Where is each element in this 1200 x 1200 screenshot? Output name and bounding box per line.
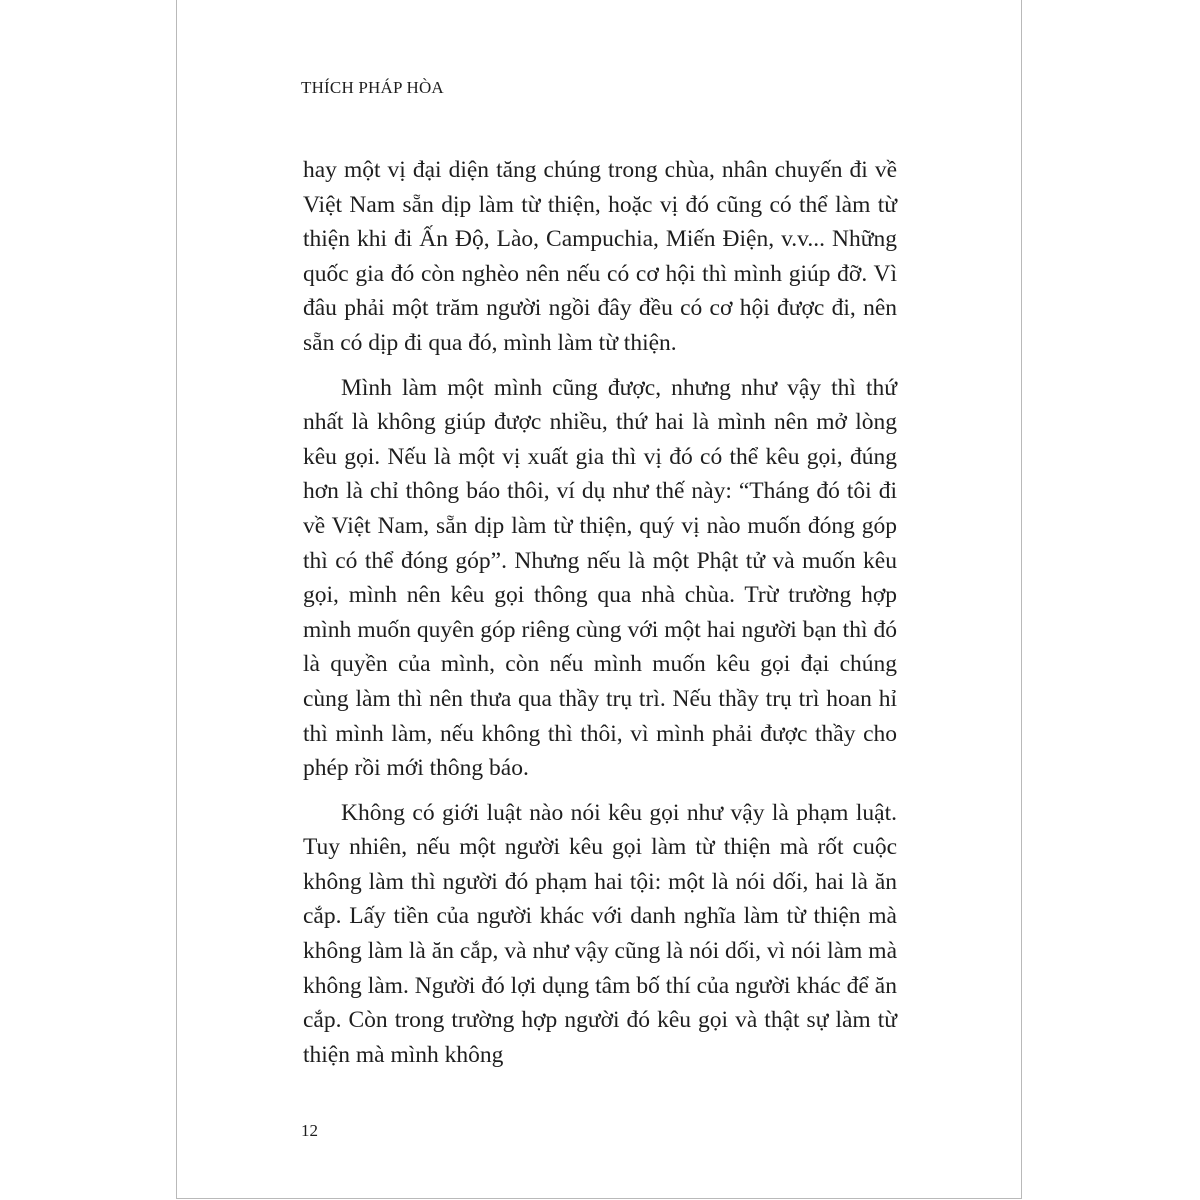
page-body-text [303, 153, 897, 1082]
paragraph-precepts: Không có giới luật nào nói kêu gọi như vậy là phạm luật. Tuy nhiên, nếu một người kêu gọi làm từ thiện mà rốt cuộc không làm thì người đó phạm hai tội: một là nói dối, hai là ăn cắp. Lấy tiền của người khác với danh nghĩa làm từ thiện mà không làm là ăn cắp, và như vậy cũng là nói dối, vì nói làm mà không làm. Người đó lợi dụng tâm bố thí của người khác để ăn cắp. Còn trong trường hợp người đó kêu gọi và thật sự làm từ thiện mà mình không [303, 799, 897, 1068]
paragraph-continued: hay một vị đại diện tăng chúng trong chùa, nhân chuyến đi về Việt Nam sẵn dịp làm từ thiện, hoặc vị đó cũng có thể làm từ thiện khi đi Ấn Độ, Lào, Campuchia, Miến Điện, v.v... Những quốc gia đó còn nghèo nên nếu có cơ hội thì mình giúp đỡ. Vì đâu phải một trăm người ngồi đây đều có cơ hội được đi, nên sẵn có dịp đi qua đó, mình làm từ thiện. [303, 157, 897, 356]
running-head-author: THÍCH PHÁP HÒA [301, 78, 444, 97]
page-number: 12 [301, 1121, 318, 1140]
paragraph-calling-for-donations: Mình làm một mình cũng được, nhưng như vậy thì thứ nhất là không giúp được nhiều, thứ hai là mình nên mở lòng kêu gọi. Nếu là một vị xuất gia thì vị đó có thể kêu gọi, đúng hơn là chỉ thông báo thôi, ví dụ như thế này: “Tháng đó tôi đi về Việt Nam, sẵn dịp làm từ thiện, quý vị nào muốn đóng góp thì có thể đóng góp”. Nhưng nếu là một Phật tử và muốn kêu gọi, mình nên kêu gọi thông qua nhà chùa. Trừ trường hợp mình muốn quyên góp riêng cùng với một hai người bạn thì đó là quyền của mình, còn nếu mình muốn kêu gọi đại chúng cùng làm thì nên thưa qua thầy trụ trì. Nếu thầy trụ trì hoan hỉ thì mình làm, nếu không thì thôi, vì mình phải được thầy cho phép rồi mới thông báo. [303, 374, 897, 782]
